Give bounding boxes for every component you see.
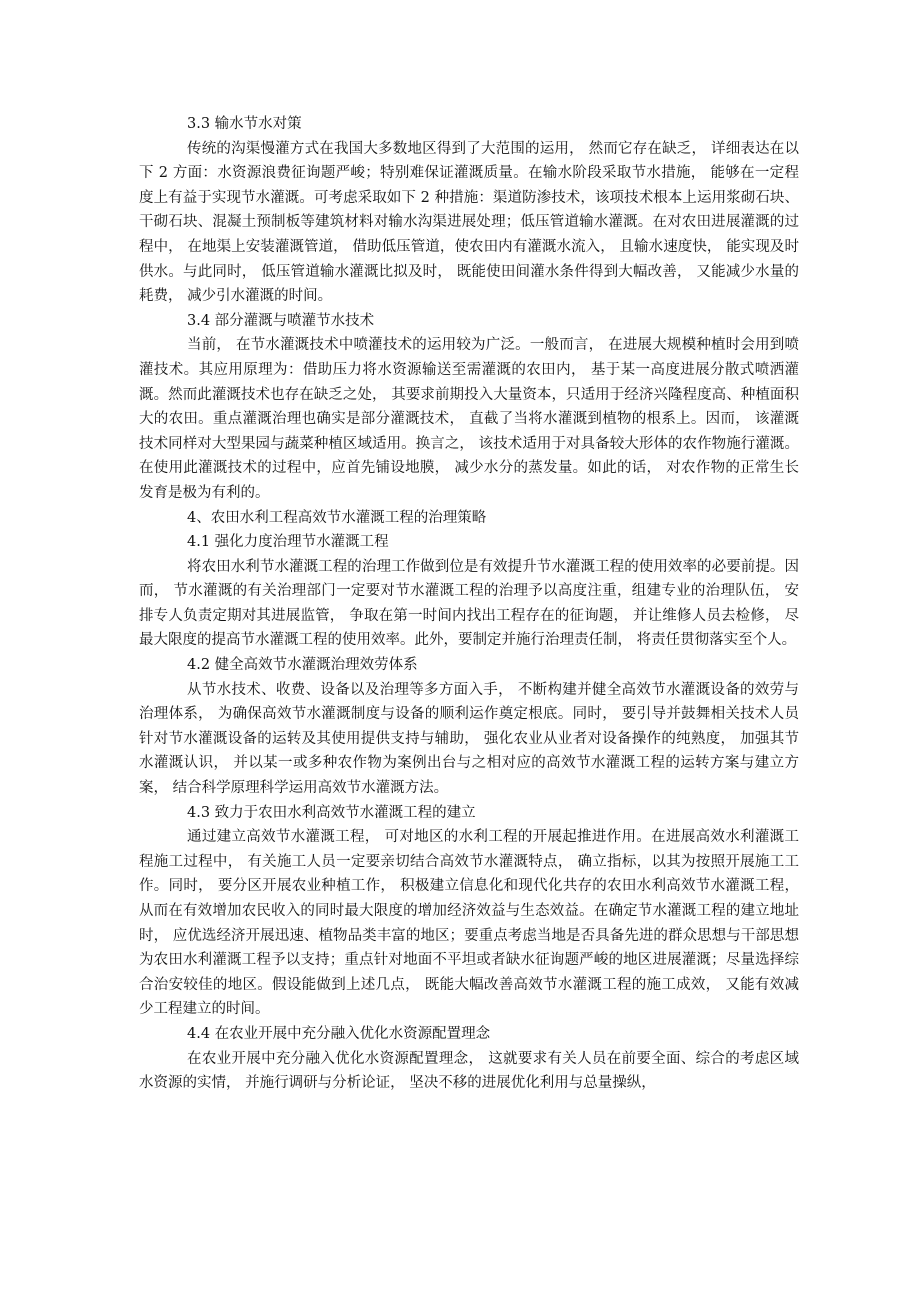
section-3-3 — [139, 112, 799, 309]
section-heading: 4.2 健全高效节水灌溉治理效劳体系 — [187, 657, 418, 674]
section-heading: 3.4 部分灌溉与喷灌节水技术 — [187, 312, 375, 329]
document-page — [139, 112, 799, 1096]
section-heading: 4.4 在农业开展中充分融入优化水资源配置理念 — [187, 1025, 491, 1042]
section-4-2 — [139, 653, 799, 801]
section-4-3 — [139, 801, 799, 1022]
section-4 — [139, 506, 799, 531]
section-4-4 — [139, 1022, 799, 1096]
section-4-1 — [139, 530, 799, 653]
section-3-4 — [139, 309, 799, 506]
paragraph: 将农田水利节水灌溉工程的治理工作做到位是有效提升节水灌溉工程的使用效率的必要前提。因而， 节水灌溉的有关治理部门一定要对节水灌溉工程的治理予以高度注重，组建专业的治理队伍， 安排专人负责定期对其进展监管， 争取在第一时间内找出工程存在的征询题， 并让维修人员去检修， 尽最大限度的提高节水灌溉工程的使用效率。此外，要制定并施行治理责任制， 将责任贯彻落实至个人。 — [139, 558, 799, 649]
paragraph: 在农业开展中充分融入优化水资源配置理念， 这就要求有关人员在前要全面、综合的考虑区域水资源的实情， 并施行调研与分析论证， 坚决不移的进展优化利用与总量操纵， — [139, 1050, 799, 1092]
paragraph: 当前， 在节水灌溉技术中喷灌技术的运用较为广泛。一般而言， 在进展大规模种植时会用到喷灌技术。其应用原理为：借助压力将水资源输送至需灌溉的农田内， 基于某一高度进展分散式喷洒灌溉。然而此灌溉技术也存在缺乏之处， 其要求前期投入大量资本，只适用于经济兴隆程度高、种植面积大的农田。重点灌溉治理也确实是部分灌溉技术， 直截了当将水灌溉到植物的根系上。因而， 该灌溉技术同样对大型果园与蔬菜种植区域适用。换言之， 该技术适用于对具备较大形体的农作物施行灌溉。在使用此灌溉技术的过程中，应首先铺设地膜， 减少水分的蒸发量。如此的话， 对农作物的正常生长发育是极为有利的。 — [139, 337, 799, 501]
paragraph: 从节水技术、收费、设备以及治理等多方面入手， 不断构建并健全高效节水灌溉设备的效劳与治理体系， 为确保高效节水灌溉制度与设备的顺利运作奠定根底。同时， 要引导并鼓舞相关技术人员针对节水灌溉设备的运转及其使用提供支持与辅助， 强化农业从业者对设备操作的纯熟度， 加强其节水灌溉认识， 并以某一或多种农作物为案例出台与之相对应的高效节水灌溉工程的运转方案与建立方案， 结合科学原理科学运用高效节水灌溉方法。 — [139, 681, 799, 797]
paragraph: 传统的沟渠慢灌方式在我国大多数地区得到了大范围的运用， 然而它存在缺乏， 详细表达在以下 2 方面：水资源浪费征询题严峻；特别难保证灌溉质量。在输水阶段采取节水措施， 能够在一定程度上有益于实现节水灌溉。可考虑采取如下 2 种措施：渠道防渗技术，该项技术根本上运用浆砌石块、干砌石块、混凝土预制板等建筑材料对输水沟渠进展处理；低压管道输水灌溉。在对农田进展灌溉的过程中， 在地渠上安装灌溉管道， 借助低压管道，使农田内有灌溉水流入， 且输水速度快， 能实现及时供水。与此同时， 低压管道输水灌溉比拟及时， 既能使田间灌水条件得到大幅改善， 又能减少水量的耗费， 减少引水灌溉的时间。 — [139, 140, 799, 305]
chapter-heading: 4、农田水利工程高效节水灌溉工程的治理策略 — [187, 509, 487, 526]
paragraph: 通过建立高效节水灌溉工程， 可对地区的水利工程的开展起推进作用。在进展高效水利灌溉工程施工过程中， 有关施工人员一定要亲切结合高效节水灌溉特点， 确立指标，以其为按照开展施工工作。同时， 要分区开展农业种植工作， 积极建立信息化和现代化共存的农田水利高效节水灌溉工程， 从而在有效增加农民收入的同时最大限度的增加经济效益与生态效益。在确定节水灌溉工程的建立地址时， 应优选经济开展迅速、植物品类丰富的地区；要重点考虑当地是否具备先进的群众思想与干部思想为农田水利灌溉工程予以支持；重点针对地面不平坦或者缺水征询题严峻的地区进展灌溉；尽量选择综合治安较佳的地区。假设能做到上述几点， 既能大幅改善高效节水灌溉工程的施工成效， 又能有效减少工程建立的时间。 — [139, 829, 799, 1018]
section-heading: 4.3 致力于农田水利高效节水灌溉工程的建立 — [187, 804, 476, 821]
section-heading: 3.3 输水节水对策 — [187, 116, 302, 132]
section-heading: 4.1 强化力度治理节水灌溉工程 — [187, 534, 389, 551]
